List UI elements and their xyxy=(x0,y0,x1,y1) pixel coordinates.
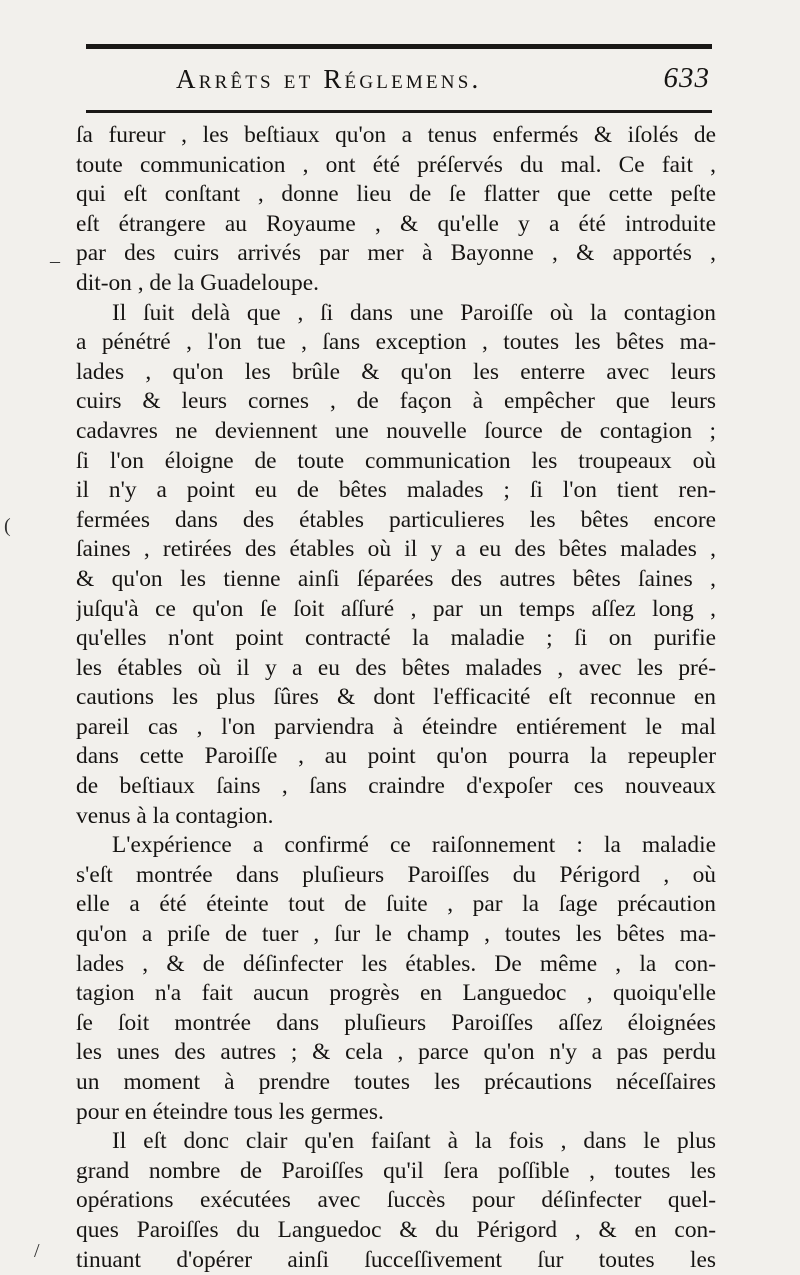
text-line: les unes des autres ; & cela , parce qu'on n'y a pas perdu xyxy=(76,1039,716,1066)
text-line: juſqu'à ce qu'on ſe ſoit aſſuré , par un temps aſſez long , xyxy=(76,595,716,622)
text-line: ques Paroiſſes du Languedoc & du Périgord , & en con- xyxy=(76,1216,716,1243)
text-line: cautions les plus ſûres & dont l'efficacité eſt reconnue en xyxy=(76,684,716,711)
body-text xyxy=(76,121,716,1275)
text-line: ſe ſoit montrée dans pluſieurs Paroiſſes aſſez éloignées xyxy=(76,1009,716,1036)
text-line: dans cette Paroiſſe , au point qu'on pourra la repeupler xyxy=(76,743,716,770)
header-top-rule xyxy=(86,44,712,49)
text-line: il n'y a point eu de bêtes malades ; ſi l'on tient ren- xyxy=(76,477,716,504)
text-line: grand nombre de Paroiſſes qu'il ſera poſſible , toutes les xyxy=(76,1157,716,1184)
text-line: pareil cas , l'on parviendra à éteindre entiérement le mal xyxy=(76,713,716,740)
text-line: ſa fureur , les beſtiaux qu'on a tenus enfermés & iſolés de xyxy=(76,122,716,148)
text-line: par des cuirs arrivés par mer à Bayonne , & apportés , xyxy=(76,240,716,267)
text-line: s'eſt montrée dans pluſieurs Paroiſſes du Périgord , où xyxy=(76,861,716,888)
text-line: & qu'on les tienne ainſi ſéparées des autres bêtes ſaines , xyxy=(76,565,716,592)
margin-bracket-mark: ( xyxy=(4,515,11,537)
text-line: les étables où il y a eu des bêtes malades , avec les pré- xyxy=(76,654,716,681)
text-line: tinuant d'opérer ainſi ſucceſſivement ſur toutes les xyxy=(76,1246,716,1273)
text-line: toute communication , ont été préſervés du mal. Ce fait , xyxy=(76,151,716,178)
text-line: qui eſt conſtant , donne lieu de ſe flatter que cette peſte xyxy=(76,181,716,208)
text-line: elle a été éteinte tout de ſuite , par la ſage précaution xyxy=(76,891,716,918)
page-header xyxy=(86,62,712,102)
text-line: fermées dans des étables particulieres les bêtes encore xyxy=(76,506,716,533)
text-line: lades , & de déſinfecter les étables. De même , la con- xyxy=(76,950,716,977)
margin-dash-mark: – xyxy=(50,250,60,272)
text-line: opérations exécutées avec ſuccès pour déſinfecter quel- xyxy=(76,1187,716,1214)
page-number: 633 xyxy=(663,62,710,94)
text-line: tagion n'a fait aucun progrès en Languedoc , quoiqu'elle xyxy=(76,980,716,1007)
text-line: un moment à prendre toutes les précautions néceſſaires xyxy=(76,1069,716,1095)
text-line: cuirs & leurs cornes , de façon à empêcher que leurs xyxy=(76,388,716,415)
text-line: a pénétré , l'on tue , ſans exception , toutes les bêtes ma- xyxy=(76,329,716,356)
text-line: venus à la contagion. xyxy=(76,802,274,829)
text-line: qu'elles n'ont point contracté la maladie ; ſi on purifie xyxy=(76,625,716,652)
header-bottom-rule xyxy=(86,110,712,113)
text-line: qu'on a priſe de tuer , ſur le champ , toutes les bêtes ma- xyxy=(76,921,716,948)
text-line: pour en éteindre tous les germes. xyxy=(76,1098,384,1125)
text-line: dit-on , de la Guadeloupe. xyxy=(76,269,319,296)
text-line: cadavres ne deviennent une nouvelle ſource de contagion ; xyxy=(76,417,716,444)
text-line: eſt étrangere au Royaume , & qu'elle y a été introduite xyxy=(76,210,716,237)
text-line: lades , qu'on les brûle & qu'on les enterre avec leurs xyxy=(76,358,716,385)
text-line: Il eſt donc clair qu'en faiſant à la fois , dans le plus xyxy=(112,1128,716,1155)
text-line: Il ſuit delà que , ſi dans une Paroiſſe où la contagion xyxy=(112,299,716,326)
margin-stroke-mark: / xyxy=(34,1240,40,1262)
text-line: de beſtiaux ſains , ſans craindre d'expoſer ces nouveaux xyxy=(76,773,716,800)
text-line: ſaines , retirées des étables où il y a eu des bêtes malades , xyxy=(76,536,716,563)
text-line: L'expérience a confirmé ce raiſonnement : la maladie xyxy=(112,832,716,859)
text-line: ſi l'on éloigne de toute communication les troupeaux où xyxy=(76,447,716,474)
running-head: Arrêts et Réglemens. xyxy=(176,64,482,94)
